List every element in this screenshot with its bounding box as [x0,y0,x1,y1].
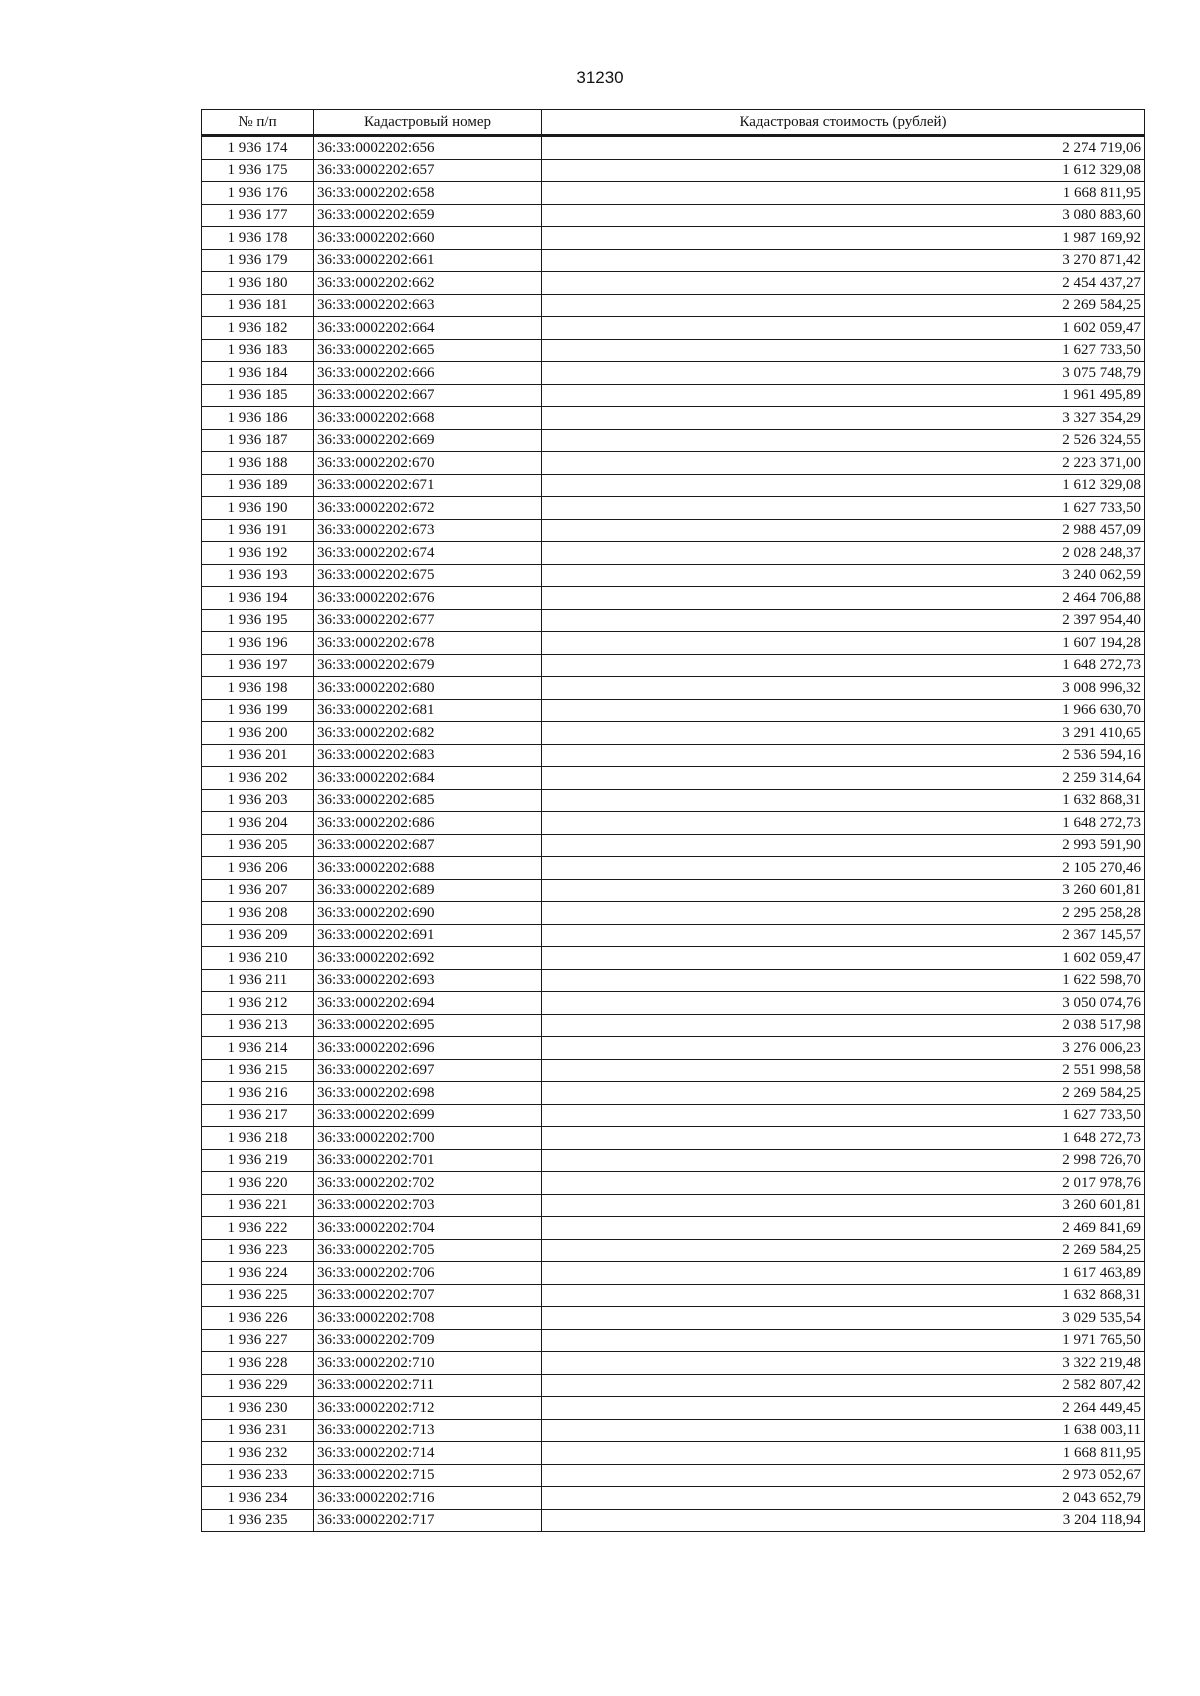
cadastral-value-cell: 3 240 062,59 [542,564,1145,587]
row-number-cell: 1 936 231 [202,1419,314,1442]
cadastral-number-cell: 36:33:0002202:700 [314,1127,542,1150]
cadastral-value-cell: 1 617 463,89 [542,1262,1145,1285]
row-number-cell: 1 936 177 [202,204,314,227]
table-row [202,227,1145,250]
cadastral-number-cell: 36:33:0002202:698 [314,1082,542,1105]
table-row [202,1194,1145,1217]
table-row [202,384,1145,407]
cadastral-number-cell: 36:33:0002202:688 [314,857,542,880]
table-row [202,429,1145,452]
cadastral-number-cell: 36:33:0002202:708 [314,1307,542,1330]
table-row [202,1217,1145,1240]
table-row [202,1037,1145,1060]
cadastral-value-cell: 2 988 457,09 [542,519,1145,542]
cadastral-number-cell: 36:33:0002202:670 [314,452,542,475]
cadastral-value-cell: 1 632 868,31 [542,1284,1145,1307]
table-row [202,789,1145,812]
cadastral-value-cell: 2 028 248,37 [542,542,1145,565]
table-row [202,317,1145,340]
cadastral-value-cell: 2 526 324,55 [542,429,1145,452]
table-row [202,1397,1145,1420]
cadastral-value-cell: 1 627 733,50 [542,339,1145,362]
row-number-cell: 1 936 205 [202,834,314,857]
table-row [202,857,1145,880]
table-row [202,992,1145,1015]
table-row [202,879,1145,902]
cadastral-value-cell: 2 269 584,25 [542,294,1145,317]
cadastral-value-cell: 2 993 591,90 [542,834,1145,857]
cadastral-value-cell: 3 080 883,60 [542,204,1145,227]
cadastral-value-cell: 1 971 765,50 [542,1329,1145,1352]
cadastral-number-cell: 36:33:0002202:666 [314,362,542,385]
table-row [202,812,1145,835]
cadastral-number-cell: 36:33:0002202:696 [314,1037,542,1060]
row-number-cell: 1 936 215 [202,1059,314,1082]
cadastral-number-cell: 36:33:0002202:660 [314,227,542,250]
cadastral-number-cell: 36:33:0002202:709 [314,1329,542,1352]
table-row [202,969,1145,992]
cadastral-value-cell: 1 961 495,89 [542,384,1145,407]
cadastral-value-cell: 1 668 811,95 [542,182,1145,205]
cadastral-number-cell: 36:33:0002202:706 [314,1262,542,1285]
cadastral-value-cell: 2 973 052,67 [542,1464,1145,1487]
table-row [202,452,1145,475]
row-number-cell: 1 936 204 [202,812,314,835]
cadastral-number-cell: 36:33:0002202:699 [314,1104,542,1127]
cadastral-number-cell: 36:33:0002202:676 [314,587,542,610]
cadastral-value-cell: 1 966 630,70 [542,699,1145,722]
cadastral-value-cell: 2 274 719,06 [542,136,1145,160]
table-row [202,1059,1145,1082]
cadastral-number-cell: 36:33:0002202:671 [314,474,542,497]
cadastral-value-cell: 3 075 748,79 [542,362,1145,385]
cadastral-number-cell: 36:33:0002202:682 [314,722,542,745]
cadastral-value-cell: 2 223 371,00 [542,452,1145,475]
cadastral-number-cell: 36:33:0002202:689 [314,879,542,902]
cadastral-value-cell: 2 397 954,40 [542,609,1145,632]
row-number-cell: 1 936 230 [202,1397,314,1420]
table-row [202,587,1145,610]
cadastral-number-cell: 36:33:0002202:707 [314,1284,542,1307]
row-number-cell: 1 936 188 [202,452,314,475]
table-row [202,1374,1145,1397]
cadastral-number-cell: 36:33:0002202:681 [314,699,542,722]
row-number-cell: 1 936 175 [202,159,314,182]
table-row [202,204,1145,227]
cadastral-number-cell: 36:33:0002202:685 [314,789,542,812]
table-row [202,339,1145,362]
row-number-cell: 1 936 187 [202,429,314,452]
cadastral-value-cell: 2 295 258,28 [542,902,1145,925]
table-row [202,1284,1145,1307]
cadastral-number-cell: 36:33:0002202:665 [314,339,542,362]
row-number-cell: 1 936 203 [202,789,314,812]
row-number-cell: 1 936 211 [202,969,314,992]
cadastral-value-cell: 2 551 998,58 [542,1059,1145,1082]
table-row [202,249,1145,272]
table-row [202,272,1145,295]
table-row [202,1509,1145,1532]
cadastral-value-cell: 1 632 868,31 [542,789,1145,812]
table-row [202,1464,1145,1487]
table-row [202,1262,1145,1285]
cadastral-number-cell: 36:33:0002202:657 [314,159,542,182]
row-number-cell: 1 936 197 [202,654,314,677]
cadastral-number-cell: 36:33:0002202:663 [314,294,542,317]
row-number-cell: 1 936 179 [202,249,314,272]
table-row [202,767,1145,790]
cadastral-value-cell: 3 327 354,29 [542,407,1145,430]
row-number-cell: 1 936 212 [202,992,314,1015]
table-row [202,1329,1145,1352]
cadastral-number-cell: 36:33:0002202:691 [314,924,542,947]
row-number-cell: 1 936 235 [202,1509,314,1532]
table-row [202,902,1145,925]
cadastral-value-cell: 1 638 003,11 [542,1419,1145,1442]
table-row [202,564,1145,587]
cadastral-value-cell: 1 627 733,50 [542,497,1145,520]
cadastral-value-cell: 1 648 272,73 [542,1127,1145,1150]
row-number-cell: 1 936 214 [202,1037,314,1060]
cadastral-number-cell: 36:33:0002202:658 [314,182,542,205]
row-number-cell: 1 936 180 [202,272,314,295]
table-row [202,677,1145,700]
table-row [202,362,1145,385]
row-number-cell: 1 936 225 [202,1284,314,1307]
cadastral-number-cell: 36:33:0002202:716 [314,1487,542,1510]
cadastral-value-cell: 2 367 145,57 [542,924,1145,947]
cadastral-value-cell: 3 050 074,76 [542,992,1145,1015]
cadastral-value-cell: 2 105 270,46 [542,857,1145,880]
row-number-cell: 1 936 228 [202,1352,314,1375]
row-number-cell: 1 936 181 [202,294,314,317]
cadastral-value-cell: 2 536 594,16 [542,744,1145,767]
table-row [202,182,1145,205]
table-row [202,407,1145,430]
row-number-cell: 1 936 210 [202,947,314,970]
cadastral-number-cell: 36:33:0002202:717 [314,1509,542,1532]
row-number-cell: 1 936 192 [202,542,314,565]
row-number-cell: 1 936 182 [202,317,314,340]
row-number-cell: 1 936 190 [202,497,314,520]
cadastral-value-cell: 1 622 598,70 [542,969,1145,992]
row-number-cell: 1 936 206 [202,857,314,880]
table-row [202,497,1145,520]
table-row [202,1239,1145,1262]
row-number-cell: 1 936 186 [202,407,314,430]
row-number-cell: 1 936 195 [202,609,314,632]
table-row [202,1082,1145,1105]
table-row [202,632,1145,655]
cadastral-number-cell: 36:33:0002202:694 [314,992,542,1015]
cadastral-value-cell: 1 602 059,47 [542,947,1145,970]
cadastral-value-cell: 2 998 726,70 [542,1149,1145,1172]
cadastral-value-cell: 2 038 517,98 [542,1014,1145,1037]
cadastral-number-cell: 36:33:0002202:686 [314,812,542,835]
cadastral-number-cell: 36:33:0002202:692 [314,947,542,970]
cadastral-number-cell: 36:33:0002202:677 [314,609,542,632]
row-number-cell: 1 936 234 [202,1487,314,1510]
cadastral-number-cell: 36:33:0002202:673 [314,519,542,542]
cadastral-value-cell: 3 276 006,23 [542,1037,1145,1060]
row-number-cell: 1 936 221 [202,1194,314,1217]
cadastral-number-cell: 36:33:0002202:713 [314,1419,542,1442]
cadastral-number-cell: 36:33:0002202:683 [314,744,542,767]
cadastral-number-cell: 36:33:0002202:711 [314,1374,542,1397]
cadastral-number-cell: 36:33:0002202:661 [314,249,542,272]
cadastral-number-cell: 36:33:0002202:664 [314,317,542,340]
row-number-cell: 1 936 229 [202,1374,314,1397]
row-number-cell: 1 936 194 [202,587,314,610]
row-number-cell: 1 936 217 [202,1104,314,1127]
row-number-cell: 1 936 185 [202,384,314,407]
cadastral-number-cell: 36:33:0002202:662 [314,272,542,295]
cadastral-number-cell: 36:33:0002202:714 [314,1442,542,1465]
cadastral-number-cell: 36:33:0002202:684 [314,767,542,790]
table-row [202,1149,1145,1172]
table-row [202,1307,1145,1330]
cadastral-value-cell: 1 668 811,95 [542,1442,1145,1465]
cadastral-number-cell: 36:33:0002202:704 [314,1217,542,1240]
cadastral-number-cell: 36:33:0002202:679 [314,654,542,677]
cadastral-value-cell: 1 627 733,50 [542,1104,1145,1127]
cadastral-number-cell: 36:33:0002202:695 [314,1014,542,1037]
cadastral-number-cell: 36:33:0002202:667 [314,384,542,407]
table-row [202,609,1145,632]
cadastral-value-cell: 1 648 272,73 [542,812,1145,835]
table-row [202,474,1145,497]
table-row [202,722,1145,745]
cadastral-value-cell: 2 264 449,45 [542,1397,1145,1420]
cadastral-value-cell: 2 454 437,27 [542,272,1145,295]
table-row [202,744,1145,767]
row-number-cell: 1 936 191 [202,519,314,542]
table-row [202,654,1145,677]
header-cadastral-number: Кадастровый номер [314,110,542,136]
cadastral-number-cell: 36:33:0002202:705 [314,1239,542,1262]
cadastral-value-cell: 3 029 535,54 [542,1307,1145,1330]
row-number-cell: 1 936 233 [202,1464,314,1487]
cadastral-value-cell: 2 259 314,64 [542,767,1145,790]
row-number-cell: 1 936 193 [202,564,314,587]
row-number-cell: 1 936 196 [202,632,314,655]
table-row [202,924,1145,947]
cadastral-number-cell: 36:33:0002202:690 [314,902,542,925]
table-row [202,136,1145,160]
cadastral-number-cell: 36:33:0002202:702 [314,1172,542,1195]
cadastral-number-cell: 36:33:0002202:672 [314,497,542,520]
row-number-cell: 1 936 189 [202,474,314,497]
row-number-cell: 1 936 200 [202,722,314,745]
row-number-cell: 1 936 213 [202,1014,314,1037]
cadastral-number-cell: 36:33:0002202:712 [314,1397,542,1420]
cadastral-value-cell: 1 607 194,28 [542,632,1145,655]
cadastral-number-cell: 36:33:0002202:715 [314,1464,542,1487]
row-number-cell: 1 936 207 [202,879,314,902]
cadastral-value-cell: 3 270 871,42 [542,249,1145,272]
row-number-cell: 1 936 183 [202,339,314,362]
table-row [202,1172,1145,1195]
row-number-cell: 1 936 184 [202,362,314,385]
cadastral-value-cell: 1 987 169,92 [542,227,1145,250]
cadastral-number-cell: 36:33:0002202:693 [314,969,542,992]
table-body [202,136,1145,1532]
table-row [202,834,1145,857]
table-row [202,1014,1145,1037]
row-number-cell: 1 936 227 [202,1329,314,1352]
row-number-cell: 1 936 199 [202,699,314,722]
cadastral-value-cell: 2 017 978,76 [542,1172,1145,1195]
row-number-cell: 1 936 174 [202,136,314,160]
table-row [202,1419,1145,1442]
header-row-number: № п/п [202,110,314,136]
row-number-cell: 1 936 232 [202,1442,314,1465]
row-number-cell: 1 936 202 [202,767,314,790]
table-row [202,542,1145,565]
page-number: 31230 [576,68,624,87]
table-header [202,110,1145,136]
row-number-cell: 1 936 201 [202,744,314,767]
cadastral-number-cell: 36:33:0002202:710 [314,1352,542,1375]
cadastral-number-cell: 36:33:0002202:669 [314,429,542,452]
cadastral-value-cell: 2 269 584,25 [542,1082,1145,1105]
cadastral-number-cell: 36:33:0002202:659 [314,204,542,227]
cadastral-number-cell: 36:33:0002202:687 [314,834,542,857]
row-number-cell: 1 936 208 [202,902,314,925]
table-row [202,947,1145,970]
cadastral-number-cell: 36:33:0002202:675 [314,564,542,587]
cadastral-value-cell: 2 469 841,69 [542,1217,1145,1240]
table-row [202,294,1145,317]
table-row [202,1127,1145,1150]
header-cadastral-value: Кадастровая стоимость (рублей) [542,110,1145,136]
row-number-cell: 1 936 226 [202,1307,314,1330]
header-row [202,110,1145,136]
row-number-cell: 1 936 224 [202,1262,314,1285]
cadastral-value-cell: 3 260 601,81 [542,1194,1145,1217]
table-row [202,519,1145,542]
table-row [202,159,1145,182]
cadastral-value-cell: 2 464 706,88 [542,587,1145,610]
row-number-cell: 1 936 219 [202,1149,314,1172]
table-row [202,1352,1145,1375]
row-number-cell: 1 936 223 [202,1239,314,1262]
row-number-cell: 1 936 176 [202,182,314,205]
cadastral-value-cell: 2 582 807,42 [542,1374,1145,1397]
cadastral-value-cell: 3 008 996,32 [542,677,1145,700]
cadastral-number-cell: 36:33:0002202:680 [314,677,542,700]
cadastral-value-cell: 2 269 584,25 [542,1239,1145,1262]
cadastral-value-cell: 1 648 272,73 [542,654,1145,677]
cadastral-value-table [201,109,1145,1532]
table-row [202,699,1145,722]
cadastral-value-cell: 3 260 601,81 [542,879,1145,902]
cadastral-value-cell: 3 291 410,65 [542,722,1145,745]
table-row [202,1442,1145,1465]
cadastral-number-cell: 36:33:0002202:674 [314,542,542,565]
table-row [202,1104,1145,1127]
cadastral-number-cell: 36:33:0002202:678 [314,632,542,655]
row-number-cell: 1 936 178 [202,227,314,250]
cadastral-number-cell: 36:33:0002202:668 [314,407,542,430]
cadastral-number-cell: 36:33:0002202:697 [314,1059,542,1082]
cadastral-number-cell: 36:33:0002202:656 [314,136,542,160]
row-number-cell: 1 936 218 [202,1127,314,1150]
cadastral-value-cell: 3 204 118,94 [542,1509,1145,1532]
table-row [202,1487,1145,1510]
row-number-cell: 1 936 222 [202,1217,314,1240]
cadastral-number-cell: 36:33:0002202:703 [314,1194,542,1217]
row-number-cell: 1 936 198 [202,677,314,700]
cadastral-value-cell: 2 043 652,79 [542,1487,1145,1510]
cadastral-value-cell: 1 602 059,47 [542,317,1145,340]
row-number-cell: 1 936 216 [202,1082,314,1105]
cadastral-value-cell: 1 612 329,08 [542,474,1145,497]
cadastral-value-cell: 3 322 219,48 [542,1352,1145,1375]
cadastral-value-cell: 1 612 329,08 [542,159,1145,182]
cadastral-number-cell: 36:33:0002202:701 [314,1149,542,1172]
row-number-cell: 1 936 220 [202,1172,314,1195]
row-number-cell: 1 936 209 [202,924,314,947]
